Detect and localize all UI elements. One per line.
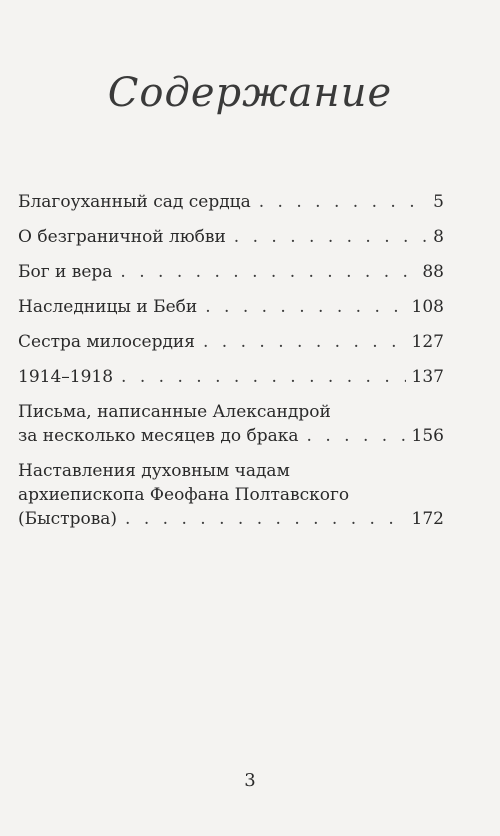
toc-entry-title: О безграничной любви: [18, 227, 226, 247]
toc-entry-title: Бог и вера: [18, 262, 113, 282]
page-number: 3: [244, 770, 256, 791]
toc-entry-line: [18, 190, 444, 214]
toc-entry-title: архиепископа Феофана Полтавского: [18, 485, 350, 505]
toc-entry-title: Сестра милосердия: [18, 332, 195, 352]
dot-leader: [120, 260, 416, 284]
toc-entry: [18, 225, 444, 249]
toc-entry-line: [18, 260, 444, 284]
toc-page-number: 127: [411, 332, 444, 352]
toc-entry: [18, 330, 444, 354]
toc-entry: [18, 459, 444, 531]
toc-entry-line: [18, 225, 444, 249]
dot-leader: [121, 365, 406, 389]
toc-page-number: 108: [411, 297, 444, 317]
toc-entry: [18, 260, 444, 284]
toc-entry-line: [18, 365, 444, 389]
toc-entry-title: (Быстрова): [18, 509, 118, 529]
dot-leader: [234, 225, 427, 249]
toc-page-number: 88: [422, 262, 444, 282]
dot-leader: [205, 295, 405, 319]
toc-entry-line: [18, 507, 444, 531]
dot-leader: [259, 190, 427, 214]
toc-entry-title: Наставления духовным чадам: [18, 461, 290, 481]
toc-entry-title: Наследницы и Беби: [18, 297, 198, 317]
toc-entry-line: [18, 330, 444, 354]
toc-page-number: 5: [433, 192, 444, 212]
toc-entry: [18, 365, 444, 389]
toc-page-number: 137: [411, 367, 444, 387]
table-of-contents: [18, 190, 444, 531]
toc-entry-title: Письма, написанные Александрой: [18, 402, 331, 422]
toc-entry: [18, 190, 444, 214]
dot-leader: [203, 330, 406, 354]
toc-entry-title: за несколько месяцев до брака: [18, 426, 299, 446]
toc-page-number: 156: [411, 426, 444, 446]
toc-entry-line: [18, 424, 444, 448]
dot-leader: [307, 424, 406, 448]
toc-entry-title: Благоуханный сад сердца: [18, 192, 251, 212]
toc-entry: [18, 295, 444, 319]
dot-leader: [125, 507, 406, 531]
toc-entry: [18, 400, 444, 448]
toc-entry-title: 1914–1918: [18, 367, 114, 387]
page-title: Содержание: [107, 70, 393, 116]
toc-page-number: 172: [411, 509, 444, 529]
toc-page-number: 8: [433, 227, 444, 247]
toc-entry-line: [18, 295, 444, 319]
